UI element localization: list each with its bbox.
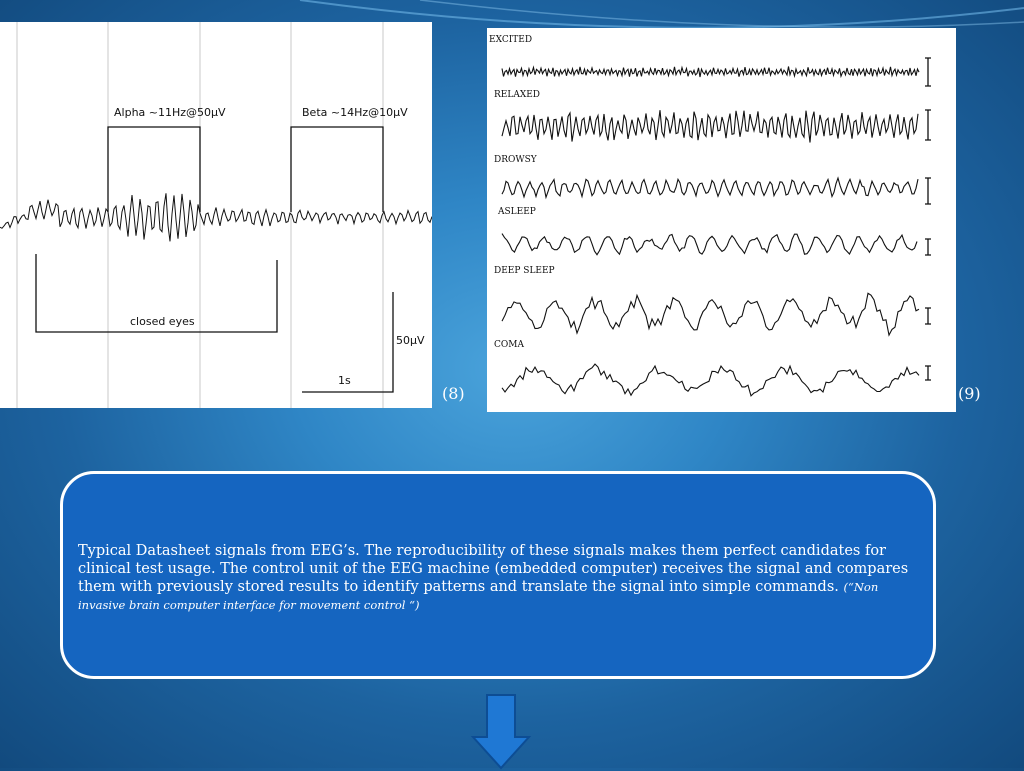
- amplitude-scale-label: 50µV: [396, 334, 425, 347]
- state-label-drowsy: DROWSY: [494, 155, 537, 165]
- eeg-trace-drowsy: [502, 178, 918, 197]
- state-label-deep-sleep: DEEP SLEEP: [494, 266, 555, 276]
- eeg-states-figure: [487, 28, 956, 412]
- state-label-excited: EXCITED: [489, 35, 533, 45]
- beta-bracket: [291, 127, 383, 212]
- beta-label: Beta ~14Hz@10µV: [302, 106, 408, 119]
- state-label-asleep: ASLEEP: [498, 207, 536, 217]
- time-scale-label: 1s: [338, 374, 351, 387]
- figure-8-caption: (8): [442, 384, 465, 403]
- description-textbox: [60, 471, 936, 679]
- eeg-trace-excited: [502, 67, 919, 78]
- eeg-trace-deep-sleep: [502, 293, 919, 335]
- state-label-coma: COMA: [494, 340, 524, 350]
- eeg-alpha-beta-figure: [0, 22, 432, 408]
- eeg-trace-relaxed: [502, 110, 918, 142]
- description-body: Typical Datasheet signals from EEG’s. The reproducibility of these signals makes them perfect candidates for clinical test usage. The control unit of the EEG machine (embedded computer) receives the signal and compares them with previously stored results to identify patterns and translate the signal into simple commands.: [78, 543, 909, 595]
- state-label-relaxed: RELAXED: [494, 90, 541, 100]
- alpha-label: Alpha ~11Hz@50µV: [114, 106, 226, 119]
- description-text: [78, 542, 926, 614]
- eeg-trace-asleep: [502, 234, 917, 255]
- down-arrow-icon: [470, 693, 532, 771]
- eeg-trace-coma: [502, 364, 919, 396]
- calibration-marks: [925, 58, 931, 380]
- eeg-waveform: [0, 193, 432, 241]
- citation: (“Non invasive brain computer interface for movement control “): [78, 580, 879, 612]
- closed-eyes-label: closed eyes: [130, 315, 195, 328]
- figure-9-caption: (9): [958, 384, 981, 403]
- alpha-bracket: [108, 127, 200, 212]
